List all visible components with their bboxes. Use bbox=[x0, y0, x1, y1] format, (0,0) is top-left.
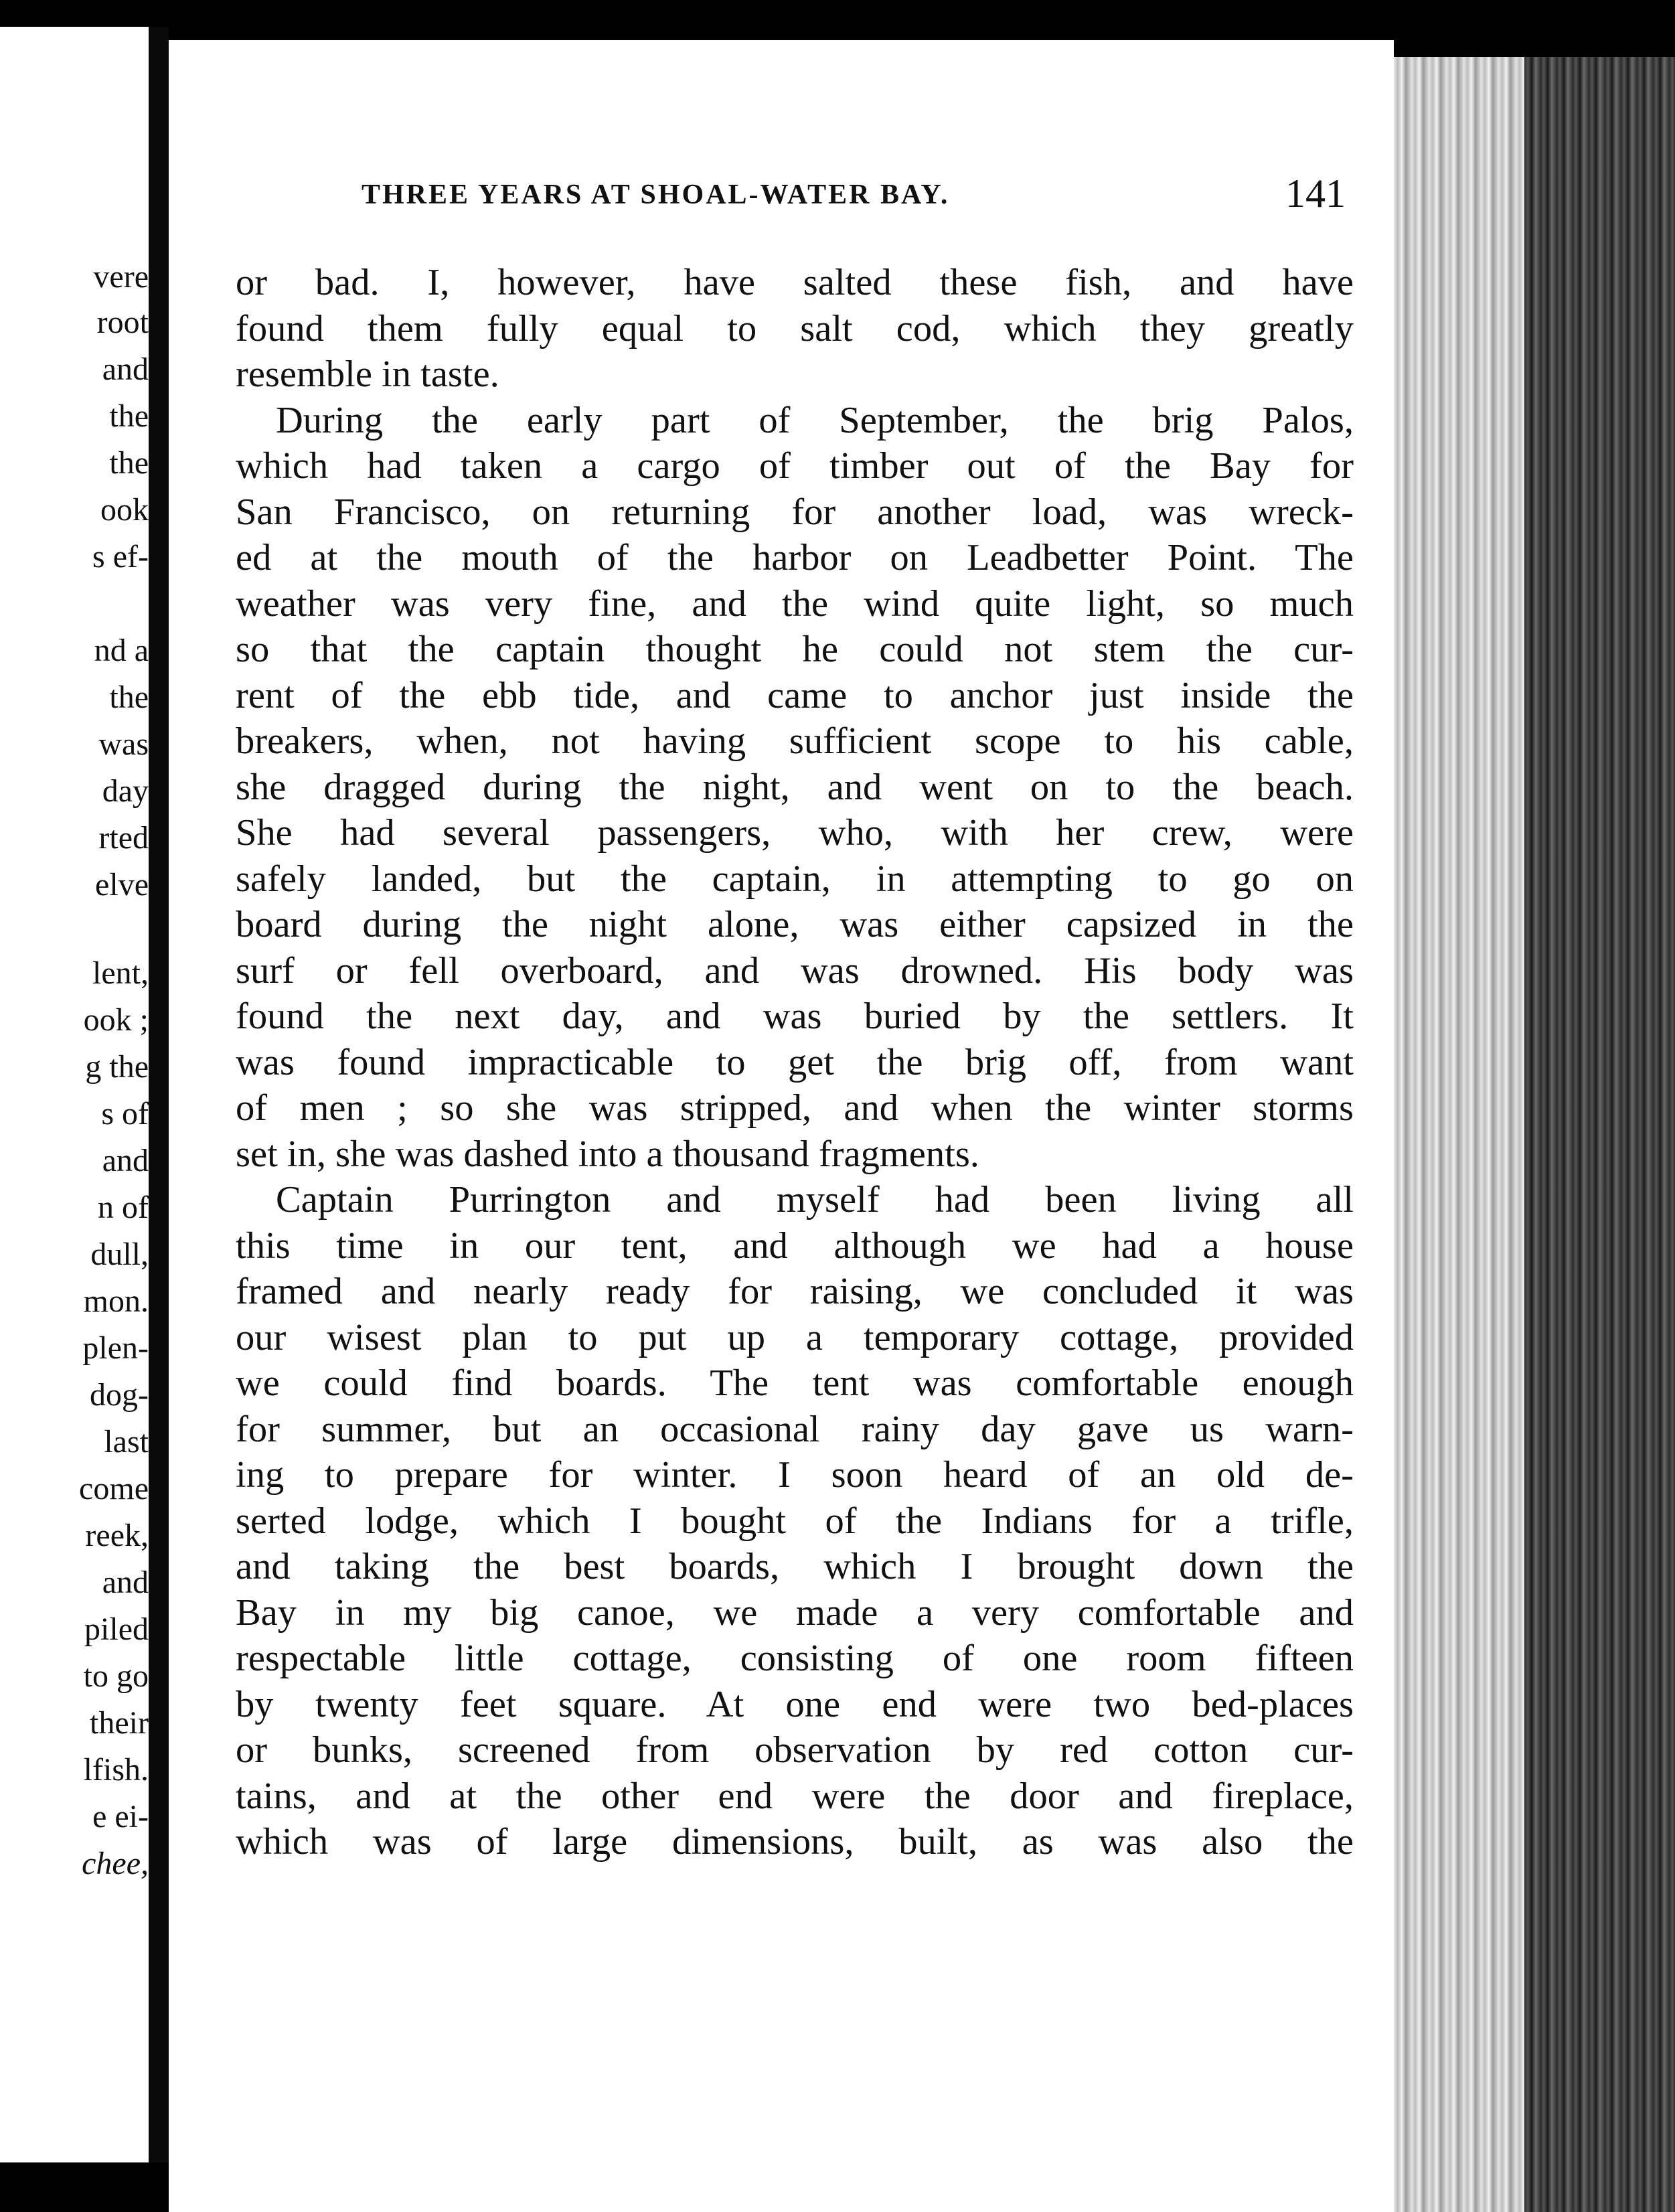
left-page-fragment: to go bbox=[83, 1658, 149, 1694]
left-page-fragment: and bbox=[102, 351, 149, 387]
running-head bbox=[362, 171, 1346, 218]
left-page-fragment: day bbox=[102, 773, 149, 809]
left-page-fragment: reek, bbox=[85, 1518, 149, 1553]
text-line: She had several passengers, who, with her crew, were bbox=[236, 812, 1354, 854]
left-page-fragment: last bbox=[104, 1424, 149, 1459]
text-line: so that the captain thought he could not stem the cur- bbox=[236, 629, 1354, 670]
left-page-fragment: ook ; bbox=[83, 1002, 149, 1038]
left-page-fragment: mon. bbox=[83, 1283, 149, 1319]
book-cover-edge bbox=[1524, 57, 1675, 2212]
left-page-fragment: dull, bbox=[90, 1237, 149, 1272]
text-line: and taking the best boards, which I brought down the bbox=[236, 1546, 1354, 1587]
text-line: which had taken a cargo of timber out of the Bay for bbox=[236, 445, 1354, 487]
left-page-fragment: ook bbox=[100, 492, 149, 528]
text-line: or bad. I, however, have salted these fish, and have bbox=[236, 262, 1354, 303]
text-line: which was of large dimensions, built, as was also the bbox=[236, 1821, 1354, 1863]
left-page-fragment: come bbox=[79, 1471, 149, 1506]
book-gutter bbox=[149, 27, 169, 2162]
left-page-fragment: n of bbox=[98, 1190, 149, 1225]
left-page-fragment: their bbox=[90, 1705, 149, 1741]
left-page-fragment: lent, bbox=[92, 955, 149, 991]
left-page-fragment: vere bbox=[93, 259, 149, 295]
left-page-fragment: elve bbox=[95, 867, 149, 902]
text-line: rent of the ebb tide, and came to anchor just inside the bbox=[236, 674, 1354, 716]
text-line: resemble in taste. bbox=[236, 353, 499, 395]
left-page-fragment: dog- bbox=[90, 1377, 149, 1413]
text-line: for summer, but an occasional rainy day gave us warn- bbox=[236, 1408, 1354, 1450]
text-line: or bunks, screened from observation by red cotton cur- bbox=[236, 1729, 1354, 1771]
left-page-fragment: plen- bbox=[82, 1330, 149, 1366]
left-page-fragment: lfish. bbox=[83, 1752, 149, 1788]
text-line: found the next day, and was buried by the settlers. It bbox=[236, 996, 1354, 1037]
left-page-fragment: g the bbox=[85, 1049, 149, 1085]
text-line: ed at the mouth of the harbor on Leadbetter Point. The bbox=[236, 537, 1354, 578]
left-page-fragment: e ei- bbox=[92, 1799, 149, 1834]
left-page-fragment: was bbox=[98, 726, 149, 762]
left-page-fragment: rted bbox=[98, 820, 149, 856]
text-line: Bay in my big canoe, we made a very comfortable and bbox=[236, 1591, 1354, 1634]
text-line: was found impracticable to get the brig off, from want bbox=[236, 1041, 1354, 1083]
page-number: 141 bbox=[1285, 171, 1346, 216]
left-page-fragment: s ef- bbox=[92, 539, 149, 574]
text-line: serted lodge, which I bought of the Indians for a trifle, bbox=[236, 1500, 1354, 1542]
left-page-fragment: chee, bbox=[82, 1846, 149, 1881]
text-line: weather was very fine, and the wind quite light, so much bbox=[236, 582, 1354, 625]
body-text bbox=[236, 260, 1354, 1865]
left-page-fragment: and bbox=[102, 1565, 149, 1600]
left-facing-page bbox=[0, 27, 149, 2162]
text-line: she dragged during the night, and went on to the beach. bbox=[236, 766, 1354, 808]
text-line: tains, and at the other end were the door and fireplace, bbox=[236, 1775, 1354, 1817]
text-line: During the early part of September, the brig Palos, bbox=[276, 399, 1354, 441]
text-line: San Francisco, on returning for another load, was wreck- bbox=[236, 491, 1354, 533]
text-line: Captain Purrington and myself had been living all bbox=[276, 1179, 1354, 1220]
text-line: surf or fell overboard, and was drowned. His body was bbox=[236, 949, 1354, 992]
left-page-fragment: the bbox=[109, 398, 149, 434]
left-page-fragment: the bbox=[109, 445, 149, 481]
text-line: this time in our tent, and although we had a house bbox=[236, 1224, 1354, 1267]
text-line: found them fully equal to salt cod, which they greatly bbox=[236, 307, 1354, 349]
left-page-fragment: nd a bbox=[94, 633, 149, 668]
running-head-title: THREE YEARS AT SHOAL-WATER BAY. bbox=[362, 179, 950, 210]
text-line: breakers, when, not having sufficient scope to his cable, bbox=[236, 720, 1354, 762]
text-line: ing to prepare for winter. I soon heard of an old de- bbox=[236, 1454, 1354, 1496]
text-line: our wisest plan to put up a temporary cottage, provided bbox=[236, 1316, 1354, 1358]
left-page-fragment: the bbox=[109, 680, 149, 715]
text-line: we could find boards. The tent was comfortable enough bbox=[236, 1362, 1354, 1404]
text-line: of men ; so she was stripped, and when the winter storms bbox=[236, 1087, 1354, 1129]
text-line: framed and nearly ready for raising, we concluded it was bbox=[236, 1271, 1354, 1312]
text-line: safely landed, but the captain, in attempting to go on bbox=[236, 858, 1354, 900]
text-line: board during the night alone, was either capsized in the bbox=[236, 904, 1354, 945]
left-page-fragment: and bbox=[102, 1143, 149, 1178]
page-fore-edge bbox=[1394, 57, 1524, 2212]
left-page-fragment: piled bbox=[84, 1611, 149, 1647]
left-page-fragment: s of bbox=[101, 1096, 149, 1131]
text-line: set in, she was dashed into a thousand fragments. bbox=[236, 1133, 979, 1175]
text-line: by twenty feet square. At one end were two bed-places bbox=[236, 1683, 1354, 1725]
text-line: respectable little cottage, consisting of one room fifteen bbox=[236, 1638, 1354, 1679]
left-page-fragment: root bbox=[96, 305, 149, 340]
